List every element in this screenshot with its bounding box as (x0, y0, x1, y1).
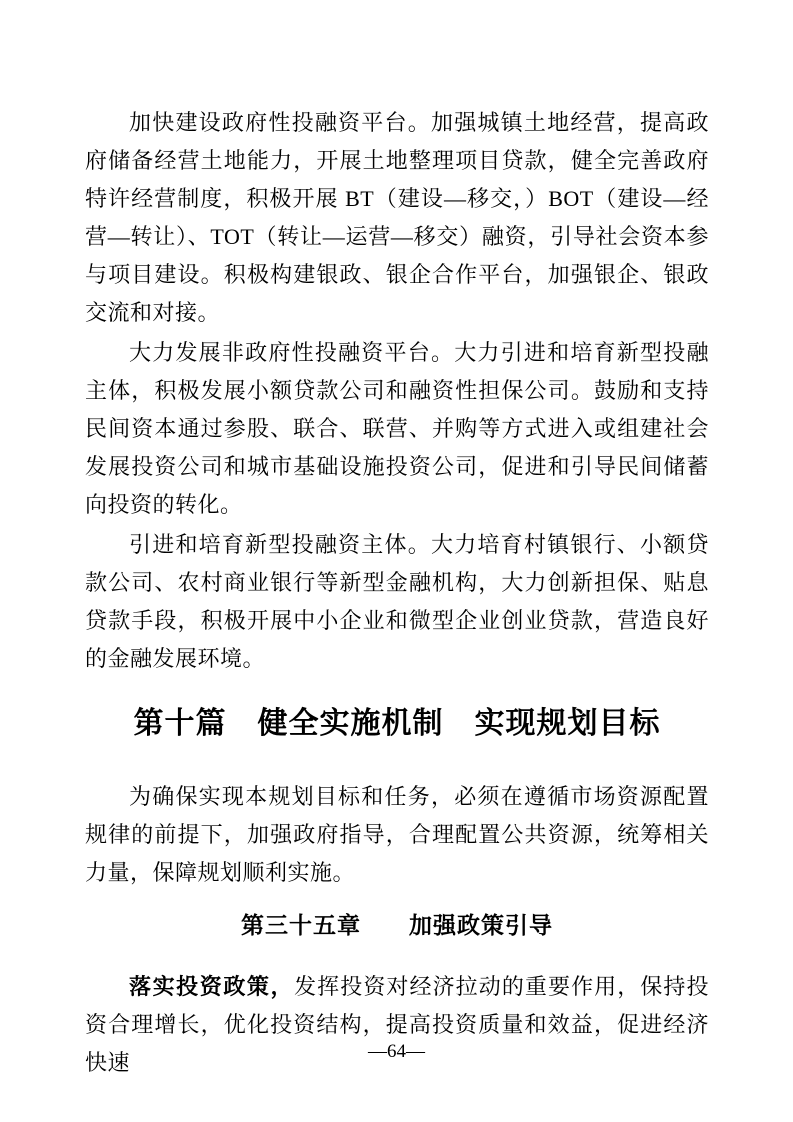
paragraph-plan-implementation-intro: 为确保实现本规划目标和任务，必须在遵循市场资源配置规律的前提下，加强政府指导，合理配置公共资源，统筹相关力量，保障规划顺利实施。 (85, 784, 709, 885)
paragraph-govt-financing-platform: 加快建设政府性投融资平台。加强城镇土地经营，提高政府储备经营土地能力，开展土地整理项目贷款，健全完善政府特许经营制度，积极开展 BT（建设—移交，）BOT（建设—经营—转让）、TOT（转让—运营—移交）融资，引导社会资本参与项目建设。积极构建银政、银企合作平台，加强银企、银政交流和对接。 (85, 110, 709, 325)
chapter-heading: 第三十五章 加强政策引导 (241, 912, 553, 938)
page-number: —64— (368, 1041, 425, 1062)
paragraph-lead-rest: 发挥投资对经济拉动的重要作用，保持投资合理增长，优化投资结构，提高投资质量和效益，促进经济快速 (85, 974, 709, 1075)
paragraph-non-govt-financing-platform: 大力发展非政府性投融资平台。大力引进和培育新型投融主体，积极发展小额贷款公司和融资性担保公司。鼓励和支持民间资本通过参股、联合、联营、并购等方式进入或组建社会发展投资公司和城市基础设施投资公司，促进和引导民间储蓄向投资的转化。 (85, 340, 709, 517)
part-heading: 第十篇 健全实施机制 实现规划目标 (133, 707, 661, 740)
page-content (85, 104, 709, 1082)
paragraph-new-financing-entities: 引进和培育新型投融资主体。大力培育村镇银行、小额贷款公司、农村商业银行等新型金融机构，大力创新担保、贴息贷款手段，积极开展中小企业和微型企业创业贷款，营造良好的金融发展环境。 (85, 532, 709, 671)
paragraph-investment-policy (85, 968, 709, 1082)
paragraph-lead-bold: 落实投资政策， (129, 974, 295, 999)
